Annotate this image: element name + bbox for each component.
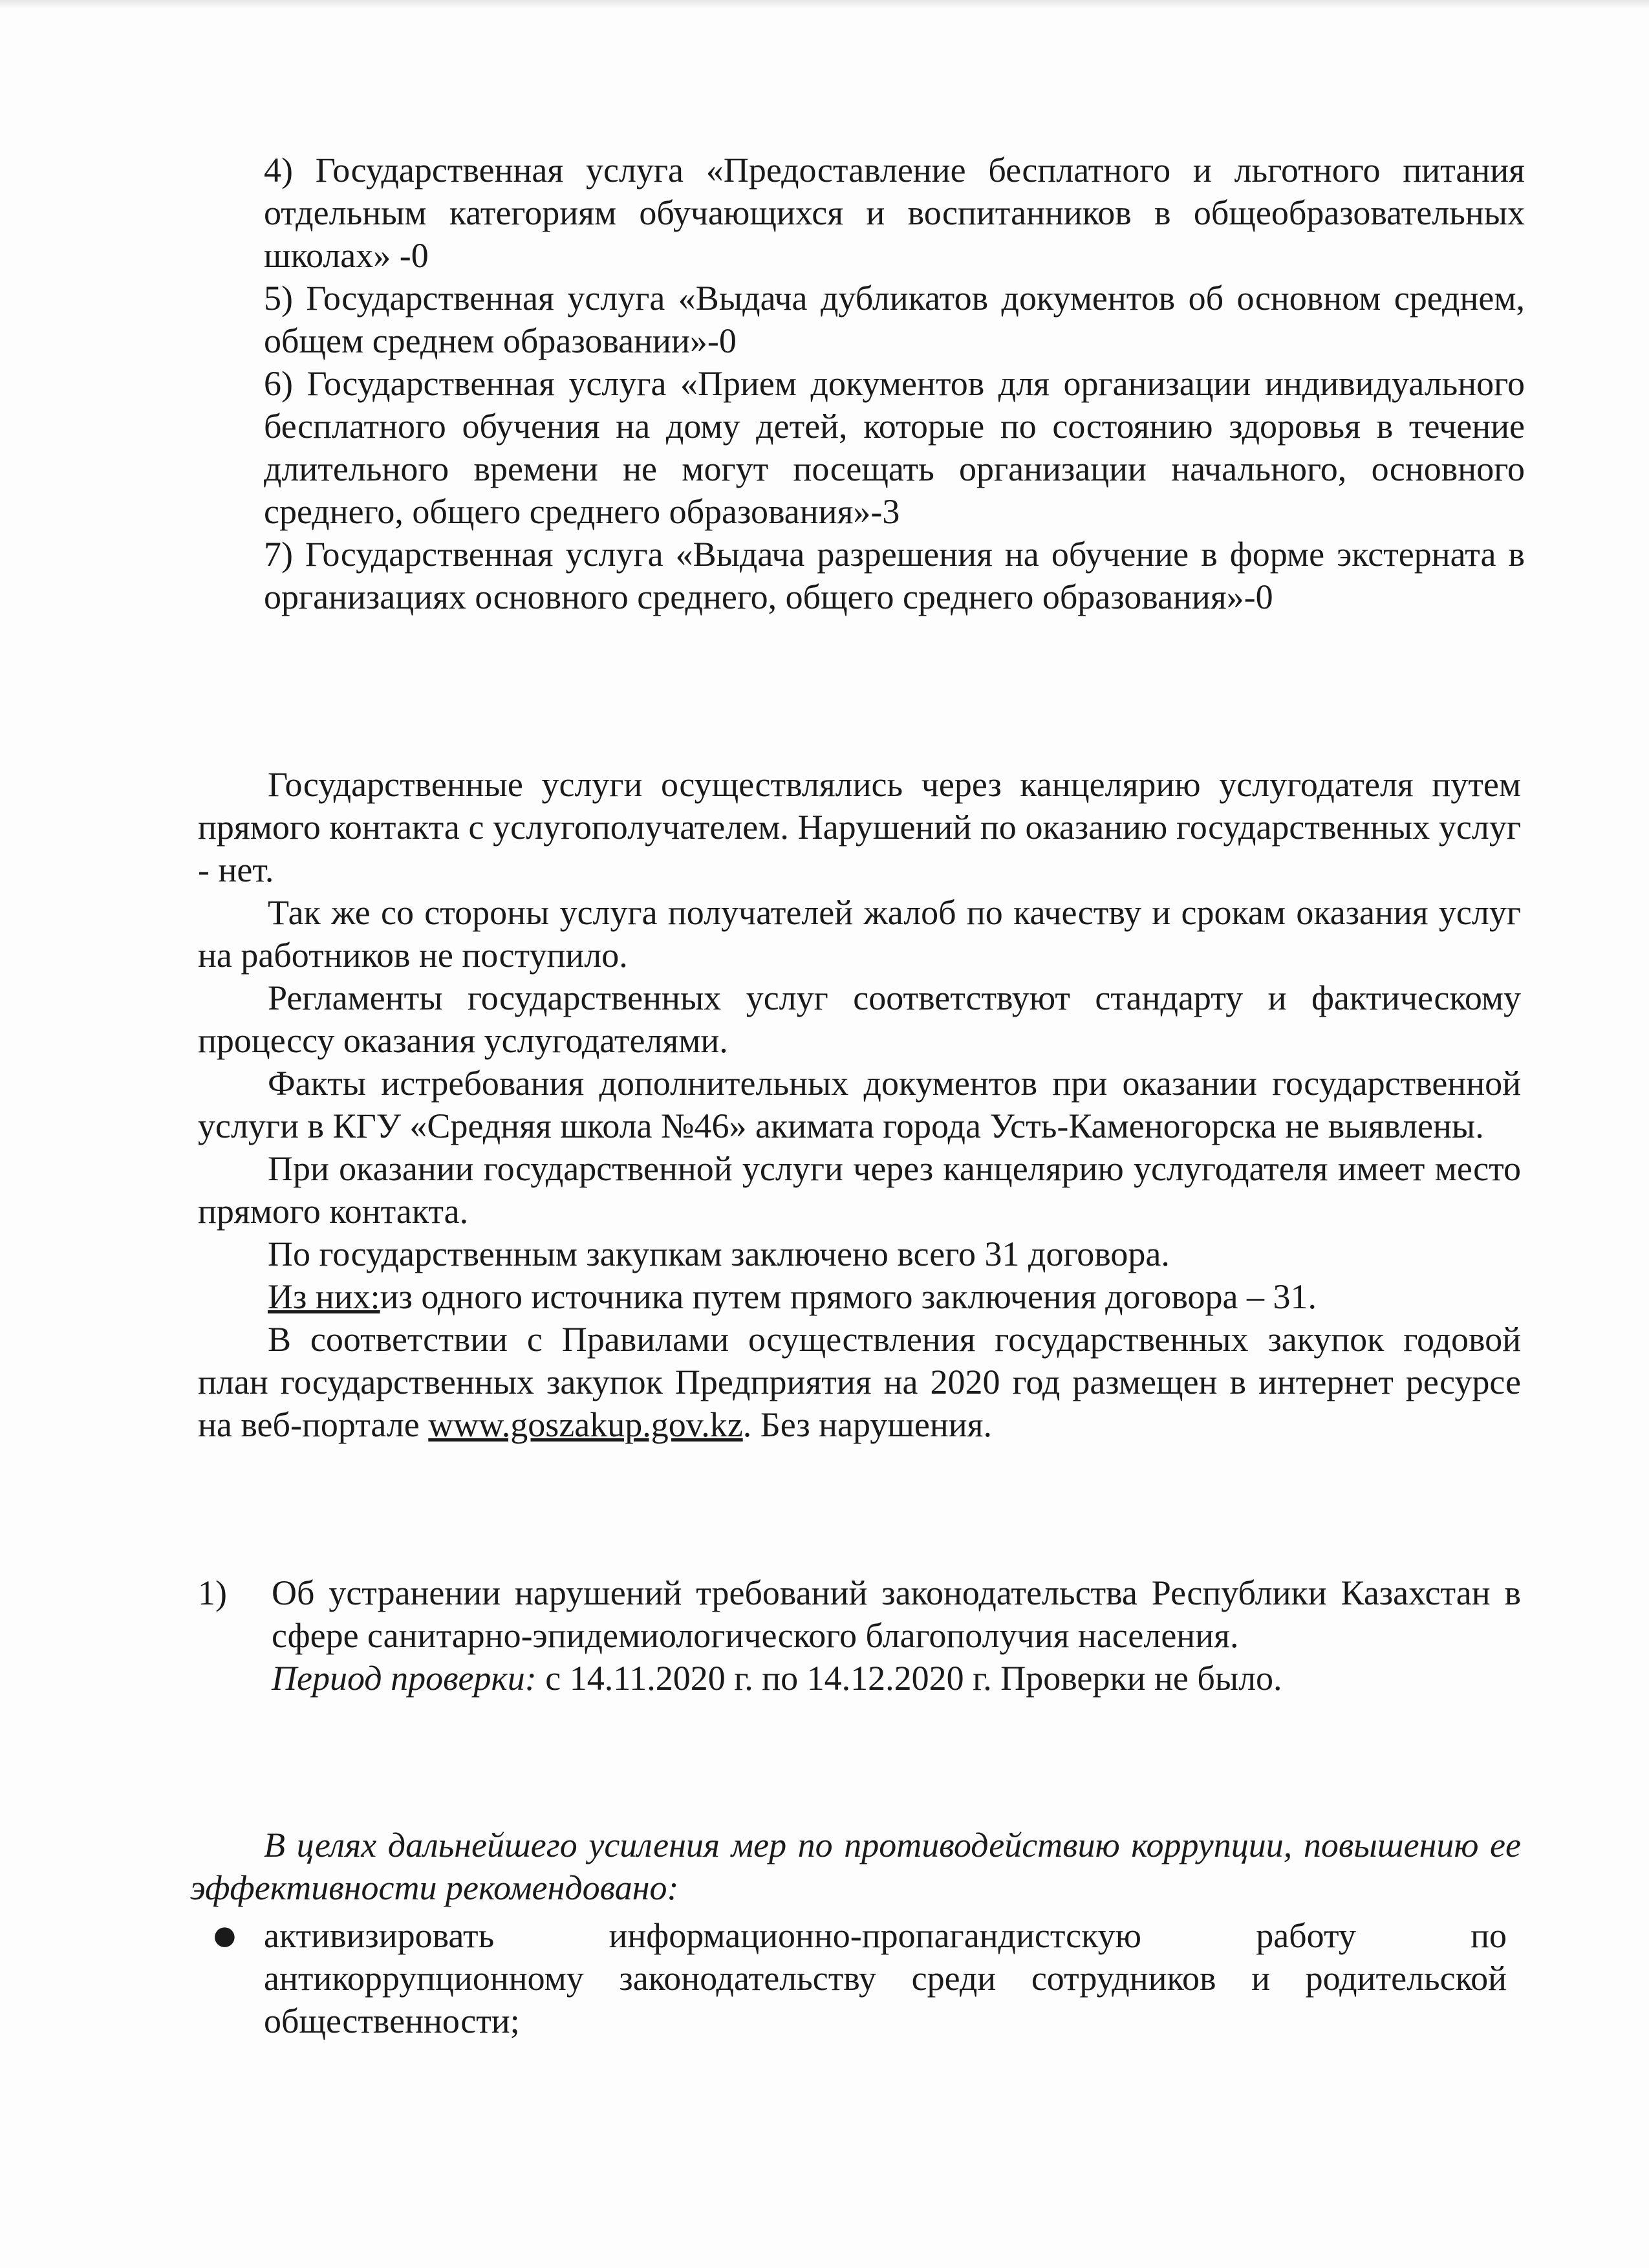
paragraph-procurement-total: По государственным закупкам заключено всего 31 договора. [268, 1235, 1170, 1273]
item-number: 1) [198, 1573, 227, 1612]
report-body [198, 763, 1521, 1446]
list-item [213, 1914, 1507, 2042]
goszakup-link[interactable]: www.goszakup.gov.kz [428, 1405, 743, 1444]
bullet-icon: ● [213, 1921, 236, 1950]
service-item-5: 5) Государственная услуга «Выдача дубликатов документов об основном среднем, общем среднем образовании»-0 [264, 279, 1525, 360]
service-item-7: 7) Государственная услуга «Выдача разрешения на обучение в форме экстерната в организациях основного среднего, общего среднего образования»-0 [264, 535, 1525, 616]
underlined-label: Из них: [268, 1277, 380, 1316]
procurement-plan-end: . Без нарушения. [742, 1405, 992, 1444]
paragraph-regulations: Регламенты государственных услуг соответствуют стандарту и фактическому процессу оказания услугодателями. [198, 978, 1521, 1060]
paragraph-services-channel: Государственные услуги осуществлялись через канцелярию услугодателя путем прямого контакта с услугополучателем. Нарушений по оказанию государственных услуг - нет. [198, 765, 1521, 889]
bullet-text: активизировать информационно-пропагандистскую работу по антикоррупционному законодательству среди сотрудников и родительской общественности; [264, 1916, 1507, 2040]
item-text: Об устранении нарушений требований законодательства Республики Казахстан в сфере санитарно-эпидемиологического благополучия населения. [272, 1573, 1521, 1655]
paragraph-documents: Факты истребования дополнительных документов при оказании государственной услуги в КГУ «Средняя школа №46» акимата города Усть-Каменогорска не выявлены. [198, 1064, 1521, 1145]
procurement-source-text: из одного источника путем прямого заключения договора – 31. [380, 1277, 1317, 1316]
inspection-period [272, 1657, 1521, 1700]
services-list [264, 149, 1525, 618]
recommendation-intro [190, 1824, 1521, 1909]
service-item-6: 6) Государственная услуга «Прием документов для организации индивидуального бесплатного обучения на дому детей, которые по состоянию здоровья в течение длительного времени не могут посещать организации начального, основного среднего, общего среднего образования»-3 [264, 364, 1525, 531]
item-content [272, 1571, 1521, 1700]
recommendation-text: В целях дальнейшего усиления мер по противодействию коррупции, повышению ее эффективности рекомендовано: [190, 1826, 1521, 1907]
paragraph-complaints: Так же со стороны услуга получателей жалоб по качеству и срокам оказания услуг на работников не поступило. [198, 893, 1521, 975]
scan-edge [0, 0, 1649, 9]
period-label: Период проверки: [272, 1659, 537, 1698]
procurement-plan-text: В соответствии с Правилами осуществления государственных закупок годовой план государственных закупок Предприятия на 2020 год размещен в интернет ресурсе на веб-портале [198, 1320, 1521, 1444]
paragraph-contact: При оказании государственной услуги через канцелярию услугодателя имеет место прямого контакта. [198, 1149, 1521, 1231]
service-item-4: 4) Государственная услуга «Предоставление бесплатного и льготного питания отдельным категориям обучающихся и воспитанников в общеобразовательных школах» -0 [264, 151, 1525, 275]
numbered-section [198, 1571, 1521, 1700]
period-value: с 14.11.2020 г. по 14.12.2020 г. Проверки не было. [536, 1659, 1282, 1698]
recommendation-list [213, 1914, 1507, 2042]
paragraph-procurement-source [198, 1275, 1521, 1318]
numbered-item [198, 1571, 1521, 1700]
paragraph-procurement-plan [198, 1318, 1521, 1446]
